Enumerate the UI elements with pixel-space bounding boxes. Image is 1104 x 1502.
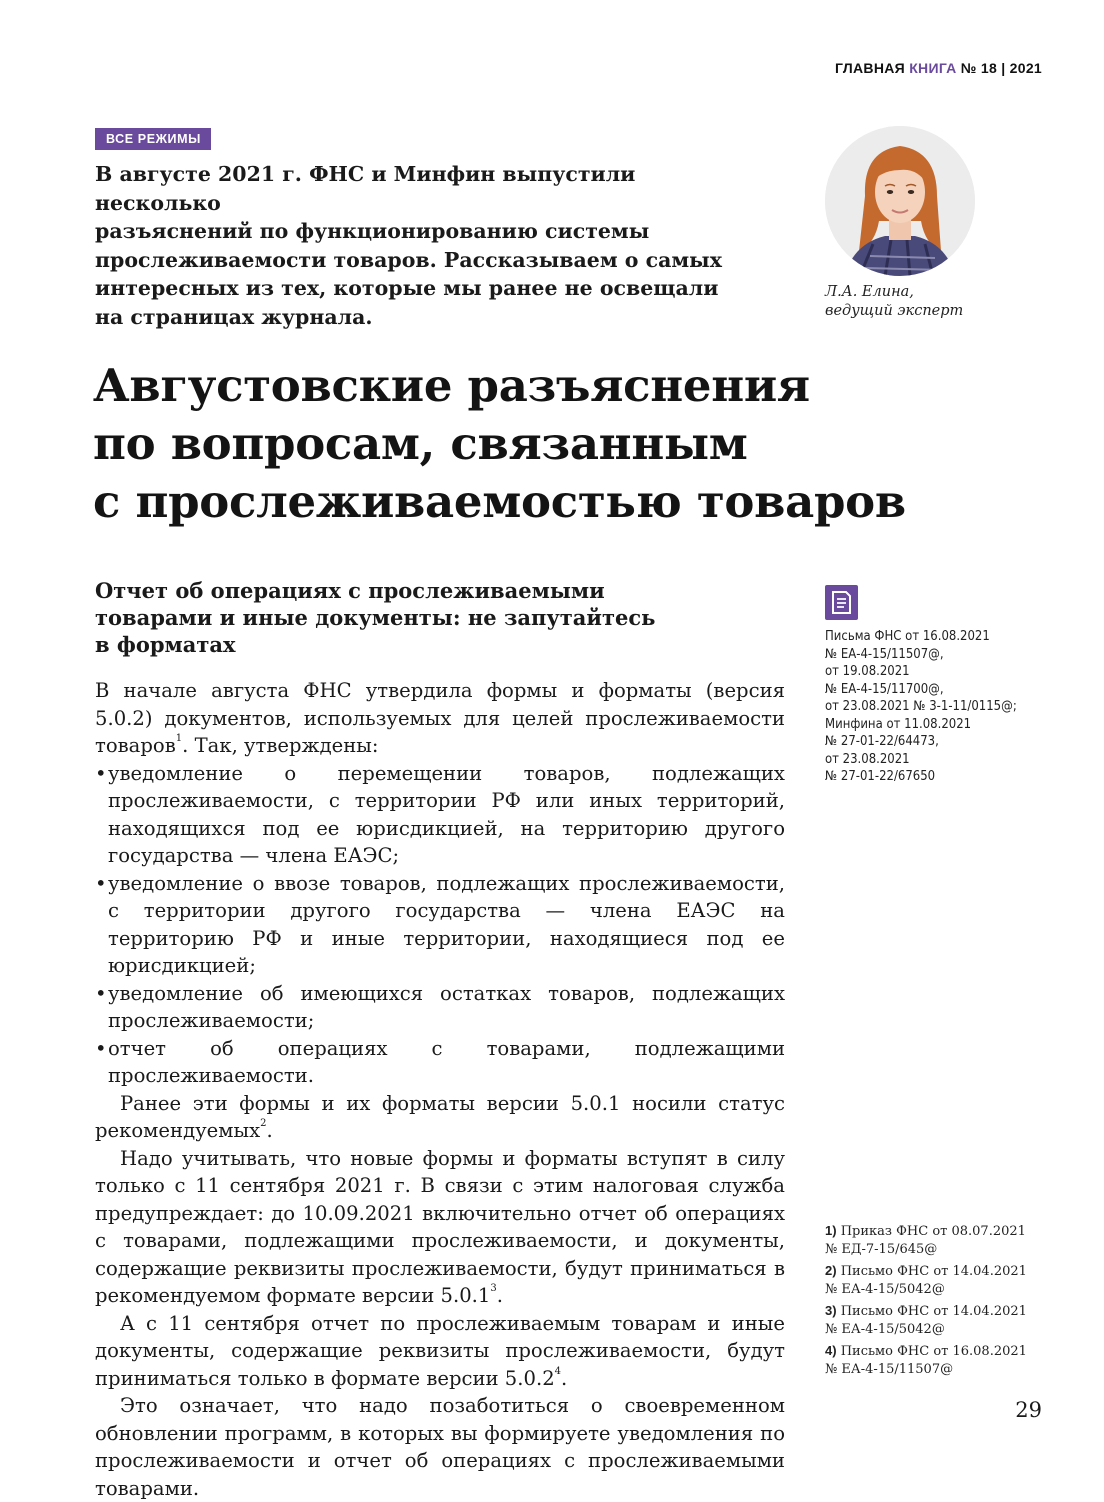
footnote-ref[interactable]: 1 [175,733,183,744]
paragraph-text: Это означает, что надо позаботиться о своевременном обновлении программ, в которых вы формируете уведомления по прослеживаемости и отчет об операциях с прослеживаемыми товарами. [95,1394,785,1500]
paragraph-text: Ранее эти формы и их форматы версии 5.0.1 носили статус рекомендуемых [95,1091,785,1142]
reference-line: от 19.08.2021 [825,664,910,679]
footnote-text: № ЕА-4-15/5042@ [825,1321,945,1337]
category-tag: ВСЕ РЕЖИМЫ [95,128,211,150]
bullet-icon: • [95,761,107,785]
list-item [95,760,785,870]
reference-line: от 23.08.2021 [825,751,910,767]
bullet-list [95,760,785,1090]
lead-line: прослеживаемости товаров. Рассказываем о самых [95,247,722,272]
lead-paragraph [95,160,755,331]
paragraph-text: . Так, утверждены: [182,734,379,757]
list-item-text: уведомление о ввозе товаров, подлежащих прослеживаемости, с территории другого государства — члена ЕАЭС на территорию РФ и иные территории, находящиеся под ее юрисдикцией; [108,871,785,977]
paragraph-text: . [496,1284,503,1307]
page-number: 29 [1015,1398,1042,1422]
footnote-text: Письмо ФНС от 16.08.2021 [836,1344,1027,1359]
paragraph [95,1392,785,1502]
author-role: ведущий эксперт [825,303,964,319]
sidebar-references [825,628,1065,786]
footnote-text: № ЕА-4-15/11507@ [825,1361,954,1377]
reference-line: Минфина от 11.08.2021 [825,716,972,732]
list-item [95,870,785,980]
reference-line: № ЕА-4-15/11507@, [825,646,944,662]
footnote [825,1302,1065,1338]
document-icon-glyph [825,585,858,620]
author-portrait-illustration [825,126,975,276]
footnote [825,1342,1065,1378]
reference-line: № ЕА-4-15/11700@, [825,681,944,697]
author-name: Л.А. Елина, [825,284,914,300]
reference-line: № 27-01-22/64473, [825,734,939,749]
list-item-text: уведомление о перемещении товаров, подлежащих прослеживаемости, с территории РФ или иных территорий, находящихся под ее юрисдикцией, на территорию другого государства — члена ЕАЭС; [108,761,785,867]
masthead [835,60,1042,76]
footnote-text: № ЕА-4-15/5042@ [825,1281,945,1297]
bullet-icon: • [95,871,107,895]
title-line: с прослеживаемостью товаров [93,475,906,528]
paragraph-text: В начале августа ФНС утвердила формы и форматы (версия 5.0.2) документов, используемых для целей прослеживаемости товаров [95,679,785,757]
paragraph-intro [95,677,785,760]
title-line: по вопросам, связанным [93,417,748,470]
footnote-text: Письмо ФНС от 14.04.2021 [836,1264,1027,1279]
author-caption [825,283,963,321]
footnote-text: № ЕД-7-15/645@ [825,1241,938,1257]
article-body [95,677,785,1502]
issue-number: № 18 | 2021 [956,60,1042,76]
article-title [93,357,1013,531]
author-photo [825,126,975,276]
footnotes [825,1222,1065,1382]
subhead-line: товарами и иные документы: не запутайтесь [95,605,656,630]
subhead-line: в форматах [95,632,236,657]
reference-line: Письма ФНС от 16.08.2021 [825,629,990,644]
footnote-number: 3) [825,1303,837,1318]
lead-line: на страницах журнала. [95,304,373,329]
list-item-text: уведомление об имеющихся остатках товаров, подлежащих прослеживаемости; [108,981,785,1032]
footnote [825,1222,1065,1258]
reference-line: № 27-01-22/67650 [825,769,936,784]
paragraph [95,1090,785,1145]
lead-line: разъяснений по функционированию системы [95,219,650,243]
footnote [825,1262,1065,1298]
footnote-ref[interactable]: 2 [260,1118,267,1129]
brand-accent: КНИГА [909,60,957,76]
subhead-line: Отчет об операциях с прослеживаемыми [95,578,605,603]
paragraph [95,1310,785,1393]
paragraph-text: А с 11 сентября отчет по прослеживаемым товарам и иные документы, содержащие реквизиты прослеживаемости, будут приниматься только в формате версии 5.0.2 [95,1311,785,1390]
footnote-text: Письмо ФНС от 14.04.2021 [836,1304,1027,1319]
paragraph-text: . [561,1366,568,1390]
footnote-ref[interactable]: 3 [490,1283,497,1294]
paragraph-text: . [266,1119,273,1142]
footnote-ref[interactable]: 4 [554,1365,562,1377]
footnote-text: Приказ ФНС от 08.07.2021 [836,1224,1026,1239]
document-icon [825,585,858,620]
footnote-number: 2) [825,1263,837,1278]
footnote-number: 4) [825,1343,837,1358]
brand-part1: ГЛАВНАЯ [834,60,910,76]
paragraph-text: Надо учитывать, что новые формы и форматы вступят в силу только с 11 сентября 2021 г. В связи с этим налоговая служба предупреждает: до 10.09.2021 включительно отчет об операциях с товарами, подлежащими прослеживаемости, и документы, содержащие реквизиты прослеживаемости, будут приниматься в рекомендуемом формате версии 5.0.1 [95,1146,785,1307]
list-item [95,980,785,1035]
lead-line: интересных из тех, которые мы ранее не освещали [95,276,719,300]
paragraph [95,1145,785,1310]
list-item-text: отчет об операциях с товарами, подлежащими прослеживаемости. [108,1036,785,1087]
title-line: Августовские разъяснения [93,359,810,412]
footnote-number: 1) [825,1223,837,1238]
list-item [95,1035,785,1090]
section-heading [95,577,735,658]
lead-line: В августе 2021 г. ФНС и Минфин выпустили несколько [95,162,636,215]
bullet-icon: • [95,981,107,1005]
reference-line: от 23.08.2021 № 3-1-11/0115@; [825,699,1017,714]
bullet-icon: • [95,1036,107,1060]
